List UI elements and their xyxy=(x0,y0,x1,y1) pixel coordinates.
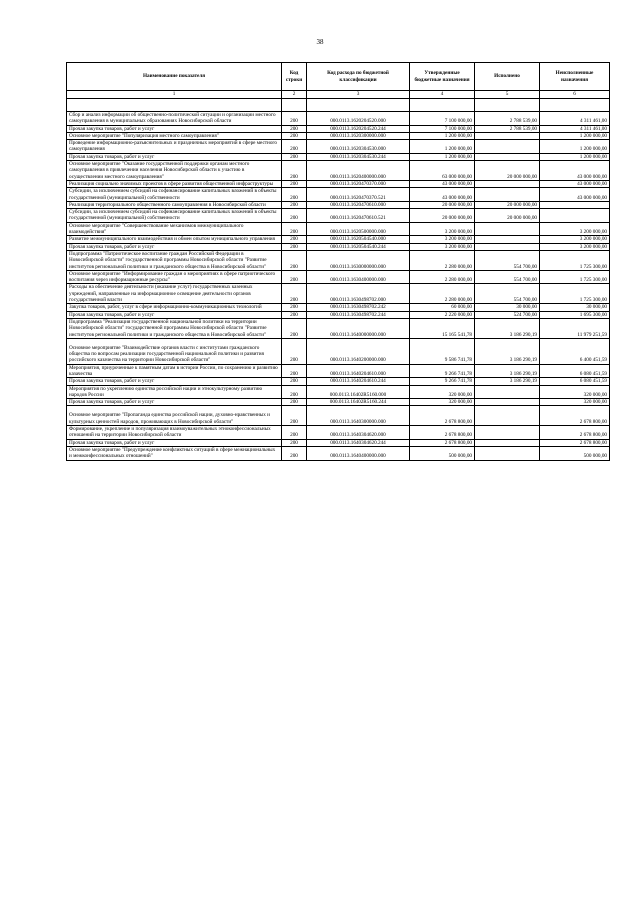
row-unexecuted-cell: 1 725 300,00 xyxy=(540,250,610,270)
row-approved-cell: 7 100 000,00 xyxy=(410,112,475,126)
header-line-code: Код строки xyxy=(282,63,307,91)
row-line-code-cell: 200 xyxy=(282,304,307,311)
row-unexecuted-cell: 6 400 451,59 xyxy=(540,338,610,364)
row-budget-code-cell: 000.0113.1640400000.000 xyxy=(307,446,410,460)
row-unexecuted-cell: 1 200 000,00 xyxy=(540,132,610,139)
row-name-cell: Подпрограмма "Патриотическое воспитание граждан Российской Федерации в Новосибирской области" государственной программы Новосибирской области "Развитие институтов региональной политики и гражданского общества в Новосибирской области" xyxy=(67,250,282,270)
row-approved-cell: 43 000 000,00 xyxy=(410,188,475,202)
row-unexecuted-cell: 43 000 000,00 xyxy=(540,161,610,181)
table-row xyxy=(67,209,610,223)
row-name-cell: Субсидии, за исключением субсидий на софинансирование капитальных вложений в объекты государственной (муниципальной) собственности xyxy=(67,209,282,223)
row-budget-code-cell: 000.0113.16402R5160.244 xyxy=(307,399,410,406)
row-line-code-cell: 200 xyxy=(282,209,307,223)
table-row xyxy=(67,385,610,399)
row-name-cell: Прочая закупка товаров, работ и услуг xyxy=(67,439,282,446)
row-approved-cell: 500 000,00 xyxy=(410,446,475,460)
row-budget-code-cell: 000.0113.1640204610.244 xyxy=(307,378,410,385)
row-approved-cell: 3 200 000,00 xyxy=(410,236,475,243)
table-row xyxy=(67,311,610,318)
row-name-cell: Основное мероприятие "Взаимодействие органов власти с институтами гражданского общества по вопросам реализации государственной национальной политики и развития российского казачества на территории Новосибирской области" xyxy=(67,338,282,364)
row-budget-code-cell: 000.0113.1640000000.000 xyxy=(307,318,410,338)
row-approved-cell: 20 000 000,00 xyxy=(410,209,475,223)
row-line-code-cell: 200 xyxy=(282,243,307,250)
row-approved-cell: 320 000,00 xyxy=(410,385,475,399)
row-line-code-cell: 200 xyxy=(282,338,307,364)
row-approved-cell: 9 586 741,78 xyxy=(410,338,475,364)
row-approved-cell: 3 200 000,00 xyxy=(410,222,475,236)
row-executed-cell xyxy=(475,153,540,160)
row-approved-cell: 2 280 000,00 xyxy=(410,270,475,284)
table-row xyxy=(67,378,610,385)
row-name-cell: Реализация социально значимых проектов в сфере развития общественной инфраструктуры xyxy=(67,180,282,187)
row-name-cell: Закупка товаров, работ, услуг в сфере информационно-коммуникационных технологий xyxy=(67,304,282,311)
page-number: 38 xyxy=(316,38,324,46)
row-executed-cell: 554 700,00 xyxy=(475,250,540,270)
row-executed-cell xyxy=(475,406,540,426)
row-line-code-cell: 200 xyxy=(282,161,307,181)
row-line-code-cell: 200 xyxy=(282,446,307,460)
table-row xyxy=(67,426,610,440)
row-budget-code-cell: 000.0113.1640304620.244 xyxy=(307,439,410,446)
row-executed-cell: 30 000,00 xyxy=(475,304,540,311)
table-row xyxy=(67,304,610,311)
row-budget-code-cell: 000.0113.1640304620.000 xyxy=(307,426,410,440)
row-approved-cell: 60 000,00 xyxy=(410,304,475,311)
row-approved-cell: 2 678 800,00 xyxy=(410,406,475,426)
row-line-code-cell: 200 xyxy=(282,318,307,338)
row-approved-cell: 2 280 000,00 xyxy=(410,284,475,304)
column-number: 3 xyxy=(307,91,410,99)
row-line-code-cell: 200 xyxy=(282,284,307,304)
table-row xyxy=(67,243,610,250)
row-unexecuted-cell: 1 725 300,00 xyxy=(540,284,610,304)
row-approved-cell: 1 200 000,00 xyxy=(410,153,475,160)
row-line-code-cell: 200 xyxy=(282,399,307,406)
row-executed-cell: 3 186 290,19 xyxy=(475,338,540,364)
row-executed-cell xyxy=(475,426,540,440)
row-unexecuted-cell: 2 678 800,00 xyxy=(540,406,610,426)
row-budget-code-cell: 000.0113.1630498702.244 xyxy=(307,311,410,318)
row-budget-code-cell: 000.0113.1630400000.000 xyxy=(307,270,410,284)
row-executed-cell: 3 186 290,19 xyxy=(475,318,540,338)
row-executed-cell xyxy=(475,222,540,236)
budget-execution-table xyxy=(66,62,610,461)
row-line-code-cell: 200 xyxy=(282,236,307,243)
row-approved-cell: 7 100 000,00 xyxy=(410,125,475,132)
row-name-cell: Мероприятия по укреплению единства российской нации и этнокультурному развитию народов России xyxy=(67,385,282,399)
table-row xyxy=(67,250,610,270)
table-row xyxy=(67,406,610,426)
row-budget-code-cell: 000.0113.1620300000.000 xyxy=(307,132,410,139)
row-budget-code-cell: 000.0113.1640200000.000 xyxy=(307,338,410,364)
row-name-cell: Мероприятия, приуроченные к памятным датам в истории России, по сохранению и развитию казачества xyxy=(67,364,282,378)
row-approved-cell: 9 266 741,78 xyxy=(410,364,475,378)
row-line-code-cell: 200 xyxy=(282,311,307,318)
row-approved-cell: 2 678 800,00 xyxy=(410,426,475,440)
row-unexecuted-cell: 11 979 251,59 xyxy=(540,318,610,338)
row-executed-cell xyxy=(475,132,540,139)
row-name-cell: Основное мероприятие "Оказание государственной поддержки органам местного самоуправления в привлечении населения Новосибирской области к участию в осуществлении местного самоуправления" xyxy=(67,161,282,181)
row-line-code-cell: 200 xyxy=(282,188,307,202)
row-executed-cell: 20 000 000,00 xyxy=(475,209,540,223)
row-unexecuted-cell xyxy=(540,209,610,223)
row-approved-cell: 63 000 000,00 xyxy=(410,161,475,181)
row-unexecuted-cell: 3 200 000,00 xyxy=(540,243,610,250)
row-budget-code-cell: 000.0113.1620470370.521 xyxy=(307,188,410,202)
row-name-cell: Подпрограмма "Реализация государственной национальной политики на территории Новосибирской области" государственной программы Новосибирской области "Развитие институтов региональной политики и гражданского общества в Новосибирской области" xyxy=(67,318,282,338)
row-name-cell: Основное мероприятие "Предупреждение конфликтных ситуаций в сфере межнациональных и межконфессиональных отношений" xyxy=(67,446,282,460)
column-number: 4 xyxy=(410,91,475,99)
table-row xyxy=(67,284,610,304)
row-approved-cell: 15 165 541,78 xyxy=(410,318,475,338)
row-executed-cell xyxy=(475,399,540,406)
row-name-cell: Прочая закупка товаров, работ и услуг xyxy=(67,311,282,318)
row-name-cell: Основное мероприятие "Популяризация местного самоуправления" xyxy=(67,132,282,139)
row-unexecuted-cell: 3 200 000,00 xyxy=(540,236,610,243)
column-number: 2 xyxy=(282,91,307,99)
table-row xyxy=(67,132,610,139)
row-approved-cell: 20 000 000,00 xyxy=(410,201,475,208)
row-unexecuted-cell: 43 000 000,00 xyxy=(540,180,610,187)
row-budget-code-cell: 000.0113.1630498702.242 xyxy=(307,304,410,311)
row-line-code-cell: 200 xyxy=(282,153,307,160)
row-approved-cell: 2 280 000,00 xyxy=(410,250,475,270)
row-unexecuted-cell: 500 000,00 xyxy=(540,446,610,460)
row-unexecuted-cell: 1 695 300,00 xyxy=(540,311,610,318)
row-unexecuted-cell xyxy=(540,201,610,208)
row-line-code-cell: 200 xyxy=(282,222,307,236)
table-body xyxy=(67,112,610,461)
column-number: 6 xyxy=(540,91,610,99)
header-budget-code: Код расхода по бюджетной классификации xyxy=(307,63,410,91)
row-line-code-cell: 200 xyxy=(282,140,307,154)
header-unexecuted: Неисполненные назначения xyxy=(540,63,610,91)
row-budget-code-cell: 000.0113.1620204520.244 xyxy=(307,125,410,132)
row-unexecuted-cell: 30 000,00 xyxy=(540,304,610,311)
table-row xyxy=(67,399,610,406)
row-budget-code-cell: 000.0113.1620470610.000 xyxy=(307,201,410,208)
row-name-cell: Прочая закупка товаров, работ и услуг xyxy=(67,125,282,132)
row-name-cell: Сбор и анализ информации об общественно-политической ситуации и организации местного самоуправления в муниципальных образованиях Новосибирской области xyxy=(67,112,282,126)
table-row xyxy=(67,161,610,181)
row-approved-cell: 1 200 000,00 xyxy=(410,140,475,154)
header-name: Наименование показателя xyxy=(67,63,282,91)
row-budget-code-cell: 000.0113.1640300000.000 xyxy=(307,406,410,426)
row-approved-cell: 9 266 741,78 xyxy=(410,378,475,385)
row-line-code-cell: 200 xyxy=(282,385,307,399)
table-row xyxy=(67,140,610,154)
row-executed-cell: 554 700,00 xyxy=(475,270,540,284)
table-row xyxy=(67,180,610,187)
row-line-code-cell: 200 xyxy=(282,180,307,187)
row-name-cell: Прочая закупка товаров, работ и услуг xyxy=(67,243,282,250)
table-row xyxy=(67,236,610,243)
row-executed-cell xyxy=(475,180,540,187)
row-line-code-cell: 200 xyxy=(282,201,307,208)
row-unexecuted-cell: 320 000,00 xyxy=(540,399,610,406)
table-row xyxy=(67,270,610,284)
row-executed-cell xyxy=(475,446,540,460)
column-number: 1 xyxy=(67,91,282,99)
table-row xyxy=(67,112,610,126)
row-approved-cell: 2 678 800,00 xyxy=(410,439,475,446)
table-row xyxy=(67,188,610,202)
row-line-code-cell: 200 xyxy=(282,112,307,126)
table-row xyxy=(67,338,610,364)
row-line-code-cell: 200 xyxy=(282,125,307,132)
table-row xyxy=(67,364,610,378)
row-budget-code-cell: 000.0113.16402R5160.000 xyxy=(307,385,410,399)
table-row xyxy=(67,446,610,460)
row-name-cell: Развитие межмуниципального взаимодействия и обмен опытом муниципального управления xyxy=(67,236,282,243)
row-budget-code-cell: 000.0113.1620304530.244 xyxy=(307,153,410,160)
row-budget-code-cell: 000.0113.1620504540.000 xyxy=(307,236,410,243)
row-unexecuted-cell: 1 725 300,00 xyxy=(540,270,610,284)
table-row xyxy=(67,201,610,208)
row-executed-cell xyxy=(475,236,540,243)
table-row xyxy=(67,318,610,338)
row-name-cell: Прочая закупка товаров, работ и услуг xyxy=(67,378,282,385)
row-executed-cell: 20 000 000,00 xyxy=(475,201,540,208)
row-budget-code-cell: 000.0113.1620204520.000 xyxy=(307,112,410,126)
row-line-code-cell: 200 xyxy=(282,426,307,440)
row-approved-cell: 320 000,00 xyxy=(410,399,475,406)
row-unexecuted-cell: 6 080 451,59 xyxy=(540,364,610,378)
row-unexecuted-cell: 1 200 000,00 xyxy=(540,140,610,154)
row-approved-cell: 3 200 000,00 xyxy=(410,243,475,250)
row-budget-code-cell: 000.0113.1620400000.000 xyxy=(307,161,410,181)
row-name-cell: Субсидии, за исключением субсидий на софинансирование капитальных вложений в объекты государственной (муниципальной) собственности xyxy=(67,188,282,202)
row-name-cell: Формирование, укрепление и популяризация взаимоуважительных этноконфессиональных отношений на территории Новосибирской области xyxy=(67,426,282,440)
row-approved-cell: 1 200 000,00 xyxy=(410,132,475,139)
row-budget-code-cell: 000.0113.1630498702.000 xyxy=(307,284,410,304)
row-executed-cell xyxy=(475,140,540,154)
row-budget-code-cell: 000.0113.1630000000.000 xyxy=(307,250,410,270)
row-executed-cell: 3 186 290,19 xyxy=(475,378,540,385)
row-unexecuted-cell: 6 080 451,59 xyxy=(540,378,610,385)
header-approved: Утвержденные бюджетные назначения xyxy=(410,63,475,91)
row-name-cell: Основное мероприятие "Совершенствование механизмов межмуниципального взаимодействия" xyxy=(67,222,282,236)
header-executed: Исполнено xyxy=(475,63,540,91)
row-name-cell: Расходы на обеспечение деятельности (оказание услуг) государственных казенных учреждений, направленные на информационное освещение деятельности органов государственной власти xyxy=(67,284,282,304)
row-unexecuted-cell: 43 000 000,00 xyxy=(540,188,610,202)
row-line-code-cell: 200 xyxy=(282,132,307,139)
row-budget-code-cell: 000.0113.1620500000.000 xyxy=(307,222,410,236)
row-unexecuted-cell: 4 311 461,00 xyxy=(540,112,610,126)
row-executed-cell: 524 700,00 xyxy=(475,311,540,318)
row-unexecuted-cell: 2 678 800,00 xyxy=(540,439,610,446)
row-line-code-cell: 200 xyxy=(282,270,307,284)
row-unexecuted-cell: 2 678 800,00 xyxy=(540,426,610,440)
row-line-code-cell: 200 xyxy=(282,378,307,385)
row-executed-cell: 20 000 000,00 xyxy=(475,161,540,181)
spacer-row xyxy=(67,99,610,112)
row-name-cell: Основное мероприятие "Пропаганда единства российской нации, духовно-нравственных и культурных ценностей народов, проживающих в Новосибирской области" xyxy=(67,406,282,426)
header-row xyxy=(67,63,610,91)
row-line-code-cell: 200 xyxy=(282,406,307,426)
table-row xyxy=(67,439,610,446)
row-unexecuted-cell: 320 000,00 xyxy=(540,385,610,399)
row-name-cell: Реализация территориального общественного самоуправления в Новосибирской области xyxy=(67,201,282,208)
row-name-cell: Прочая закупка товаров, работ и услуг xyxy=(67,153,282,160)
row-line-code-cell: 200 xyxy=(282,250,307,270)
row-approved-cell: 43 000 000,00 xyxy=(410,180,475,187)
row-name-cell: Проведение информационно-разъяснительных и праздничных мероприятий в сфере местного самоуправления xyxy=(67,140,282,154)
row-budget-code-cell: 000.0113.1620470370.000 xyxy=(307,180,410,187)
table-row xyxy=(67,153,610,160)
row-line-code-cell: 200 xyxy=(282,439,307,446)
row-approved-cell: 2 220 000,00 xyxy=(410,311,475,318)
column-number: 5 xyxy=(475,91,540,99)
row-budget-code-cell: 000.0113.1640204610.000 xyxy=(307,364,410,378)
row-executed-cell: 2 788 539,00 xyxy=(475,125,540,132)
table-row xyxy=(67,125,610,132)
row-executed-cell: 2 788 539,00 xyxy=(475,112,540,126)
row-executed-cell: 3 186 290,19 xyxy=(475,364,540,378)
table-row xyxy=(67,222,610,236)
row-executed-cell xyxy=(475,188,540,202)
column-number-row xyxy=(67,91,610,99)
row-budget-code-cell: 000.0113.1620470610.521 xyxy=(307,209,410,223)
row-unexecuted-cell: 4 311 461,00 xyxy=(540,125,610,132)
row-budget-code-cell: 000.0113.1620304530.000 xyxy=(307,140,410,154)
row-executed-cell: 554 700,00 xyxy=(475,284,540,304)
row-name-cell: Прочая закупка товаров, работ и услуг xyxy=(67,399,282,406)
row-executed-cell xyxy=(475,243,540,250)
row-budget-code-cell: 000.0113.1620504540.244 xyxy=(307,243,410,250)
row-line-code-cell: 200 xyxy=(282,364,307,378)
row-executed-cell xyxy=(475,385,540,399)
row-name-cell: Основное мероприятие "Информирование граждан о мероприятиях в сфере патриотического воспитания через информационные ресурсы" xyxy=(67,270,282,284)
row-executed-cell xyxy=(475,439,540,446)
row-unexecuted-cell: 1 200 000,00 xyxy=(540,153,610,160)
row-unexecuted-cell: 3 200 000,00 xyxy=(540,222,610,236)
